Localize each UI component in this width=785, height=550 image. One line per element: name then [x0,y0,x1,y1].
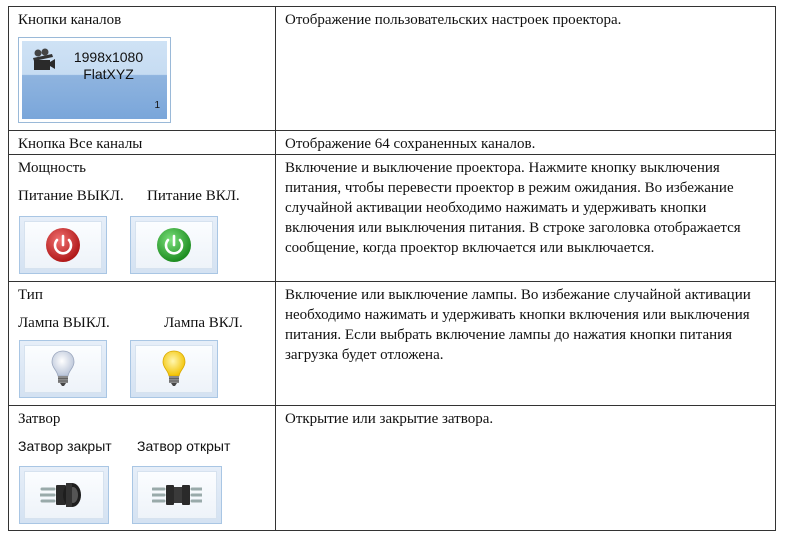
feature-description: Включение и выключение проектора. Нажмите кнопку выключения питания, чтобы перевести проектор в режим ожидания. Во избежание случайной активации необходимо нажимать и удерживать кнопки включения или выключения питания. В строке заголовка отображается сообщение, когда проектор включается или выключается. [285,160,741,256]
feature-table [8,6,776,531]
table-row [9,131,776,155]
power-off-button[interactable] [19,216,107,274]
feature-cell [9,7,276,131]
feature-description: Включение или выключение лампы. Во избежание случайной активации необходимо нажимать и удерживать кнопки включения или выключения питания. Если выбрать включение лампы до нажатия кнопки питания загрузка будет отложена. [285,287,751,363]
shutter-open-label: Затвор открыт [137,438,231,454]
channel-number: 1 [154,100,160,111]
feature-label: Кнопки каналов [18,12,122,28]
table-row [9,7,776,131]
table-row [9,406,776,531]
power-off-label: Питание ВЫКЛ. [18,188,124,204]
power-on-label: Питание ВКЛ. [147,188,240,204]
feature-description: Отображение пользовательских настроек проектора. [285,12,622,28]
feature-label: Кнопка Все каналы [18,136,143,152]
feature-cell [9,282,276,406]
feature-label: Тип [18,287,43,303]
shutter-closed-label: Затвор закрыт [18,438,112,454]
table-row [9,155,776,282]
feature-cell [9,131,276,155]
power-off-icon [45,227,81,263]
power-on-button[interactable] [130,216,218,274]
power-on-icon [156,227,192,263]
shutter-closed-icon [40,478,88,512]
lightbulb-on-icon [162,350,186,388]
feature-label: Мощность [18,160,86,176]
shutter-open-button[interactable] [132,466,222,524]
feature-description: Открытие или закрытие затвора. [285,411,494,427]
lamp-on-button[interactable] [130,340,218,398]
feature-description: Отображение 64 сохраненных каналов. [285,136,536,152]
shutter-close-button[interactable] [19,466,109,524]
description-cell [276,131,776,155]
lamp-off-label: Лампа ВЫКЛ. [18,315,110,331]
channel-resolution: 1998x1080 [73,49,144,65]
feature-cell [9,406,276,531]
description-cell [276,282,776,406]
description-cell [276,7,776,131]
channel-button[interactable] [18,37,171,123]
description-cell [276,155,776,282]
feature-label: Затвор [18,411,61,427]
table-row [9,282,776,406]
feature-cell [9,155,276,282]
shutter-open-icon [152,478,202,512]
lamp-on-label: Лампа ВКЛ. [164,315,243,331]
lamp-off-button[interactable] [19,340,107,398]
lightbulb-off-icon [51,350,75,388]
description-cell [276,406,776,531]
channel-name: FlatXYZ [83,66,134,82]
